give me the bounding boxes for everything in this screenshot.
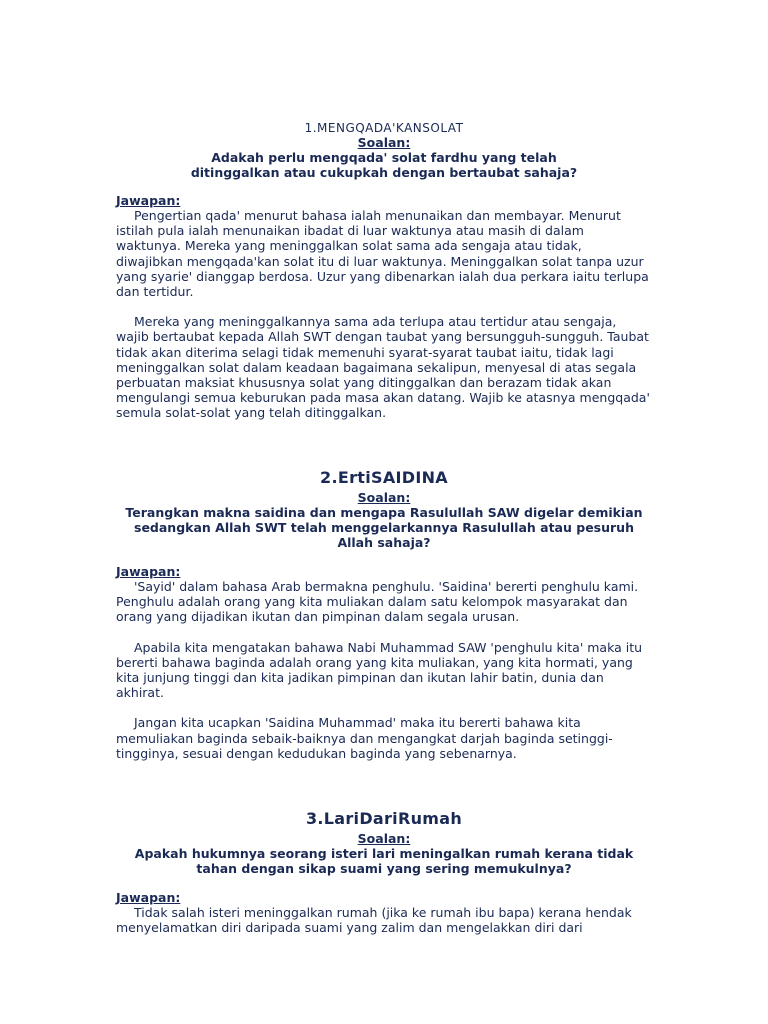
answer-paragraph: Tidak salah isteri meninggalkan rumah (jika ke rumah ibu bapa) kerana hendak menyelamatkan diri daripada suami yang zalim dan mengelakkan diri dari [116,905,632,936]
answer-paragraph: Pengertian qada' menurut bahasa ialah menunaikan dan membayar. Menurut istilah pula ialah menunaikan ibadat di luar waktunya atau masih di dalam waktunya. Mereka yang meninggalkan solat sama ada sengaja atau tidak, diwajibkan mengqada'kan solat itu di luar waktunya. Meninggalkan solat tanpa uzur yang syarie' dianggap berdosa. Uzur yang dibenarkan ialah dua perkara iaitu terlupa dan tertidur. [116,208,649,300]
soalan-label: Soalan: [357,135,411,150]
answer-paragraph: Apabila kita mengatakan bahawa Nabi Muhammad SAW 'penghulu kita' maka itu bererti bahawa baginda adalah orang yang kita muliakan, yang kita hormati, yang kita junjung tinggi dan kita jadikan pimpinan dan ikutan lahir batin, dunia dan akhirat. [116,639,643,701]
answer-paragraph: Mereka yang meninggalkannya sama ada terlupa atau tertidur atau sengaja, wajib bertaubat kepada Allah SWT dengan taubat yang bersungguh-sungguh. Taubat tidak akan diterima selagi tidak memenuhi syarat-syarat taubat iaitu, tidak lagi meninggalkan solat dalam keadaan bagaimana sekalipun, menyesal di atas segala perbuatan maksiat khususnya solat yang ditinggalkan dan berazam tidak akan mengulangi semua keburukan pada masa akan datang. Wajib ke atasnya mengqada' semula solat-solat yang telah ditinggalkan. [116,314,650,421]
jawapan-label: Jawapan: [116,193,181,208]
section-title: 3.LariDariRumah [305,809,463,828]
answer-paragraph: 'Sayid' dalam bahasa Arab bermakna penghulu. 'Saidina' bererti penghulu kami. Penghulu adalah orang yang kita muliakan dalam satu kelompok masyarakat dan orang yang dijadikan ikutan dan pimpinan dalam segala urusan. [116,579,639,625]
section-title: 2.ErtiSAIDINA [320,468,448,487]
question-text: Terangkan makna saidina dan mengapa Rasulullah SAW digelar demikian sedangkan Allah SWT telah menggelarkannya Rasulullah atau pesuruh Allah sahaja? [125,505,643,550]
jawapan-label: Jawapan: [116,890,181,905]
jawapan-label: Jawapan: [116,564,181,579]
question-text: Apakah hukumnya seorang isteri lari meningalkan rumah kerana tidak tahan dengan sikap suami yang sering memukulnya? [134,846,634,876]
soalan-label: Soalan: [357,831,411,846]
question-text: Adakah perlu mengqada' solat fardhu yang telah ditinggalkan atau cukupkah dengan bertaubat sahaja? [190,150,578,180]
answer-paragraph: Jangan kita ucapkan 'Saidina Muhammad' maka itu bererti bahawa kita memuliakan baginda sebaik-baiknya dan mengangkat darjah baginda setinggi-tingginya, sesuai dengan kedudukan baginda yang sebenarnya. [116,715,613,761]
soalan-label: Soalan: [357,490,411,505]
section-mengqada-solat [116,121,652,421]
section-lari-dari-rumah [116,809,652,935]
section-erti-saidina [116,468,652,761]
section-title: 1.MENGQADA'KANSOLAT [304,121,464,135]
